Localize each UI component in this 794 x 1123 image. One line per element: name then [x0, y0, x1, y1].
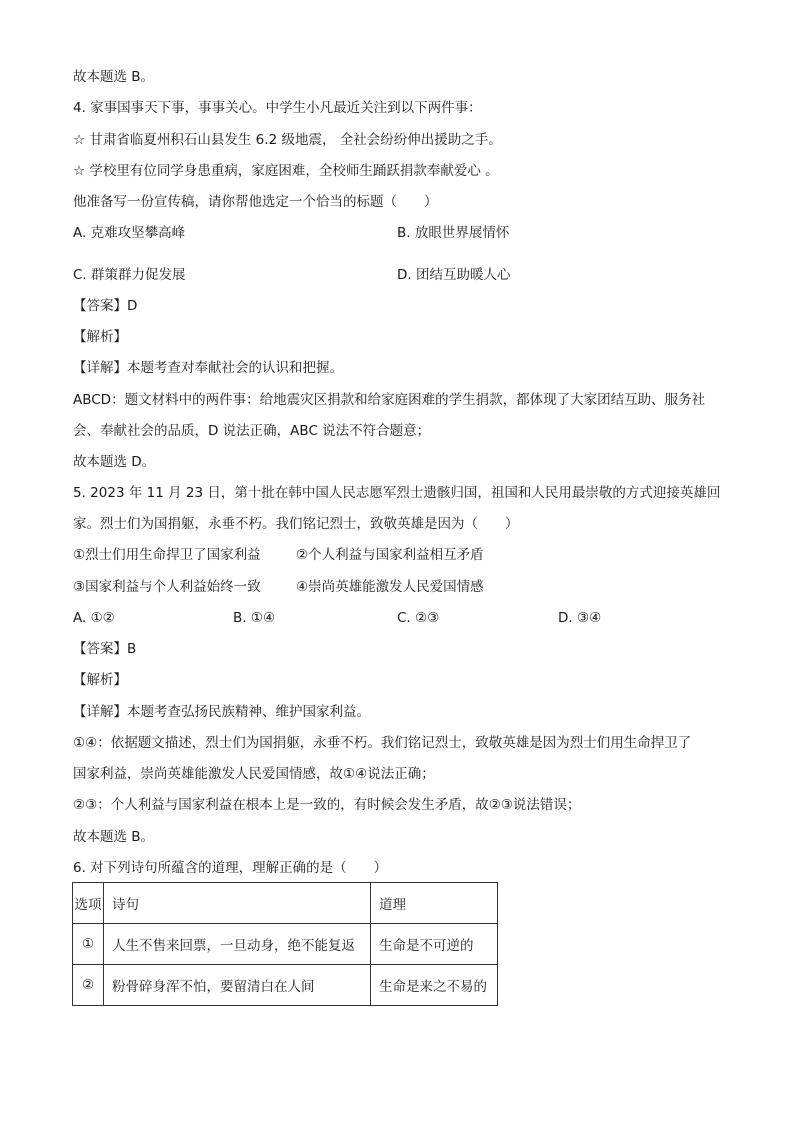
q5-tail: 故本题选 B。 — [73, 829, 155, 845]
q5-detail: 【详解】本题考查弘扬民族精神、维护国家利益。 — [73, 704, 370, 720]
q5-explanation-2: 国家利益，崇尚英雄能激发人民爱国情感，故①④说法正确； — [73, 766, 435, 782]
q5-analysis: 【解析】 — [73, 672, 127, 688]
q5-answer: 【答案】B — [73, 641, 137, 657]
row-poem: 人生不售来回票，一旦动身，绝不能复返 — [104, 924, 371, 965]
q5-option-a: A. ①② — [73, 610, 115, 626]
q5-statement-1: ①烈士们用生命捍卫了国家利益 — [73, 547, 261, 563]
q5-statement-3: ③国家利益与个人利益始终一致 — [73, 579, 261, 595]
q4-item-1: ☆ 甘肃省临夏州积石山县发生 6.2 级地震， 全社会纷纷伸出援助之手。 — [73, 132, 502, 148]
table-row — [73, 965, 498, 1006]
q5-option-b: B. ①④ — [233, 610, 276, 626]
table-row — [73, 924, 498, 965]
table-header-row — [73, 883, 498, 924]
q4-explanation-2: 会、奉献社会的品质，D 说法正确，ABC 说法不符合题意； — [73, 423, 431, 439]
q4-option-d: D. 团结互助暖人心 — [397, 267, 511, 283]
row-principle: 生命是来之不易的 — [371, 965, 498, 1006]
header-poem: 诗句 — [104, 883, 371, 924]
q5-explanation-3: ②③：个人利益与国家利益在根本上是一致的，有时候会发生矛盾，故②③说法错误； — [73, 797, 581, 813]
row-option: ① — [73, 924, 104, 965]
q4-answer: 【答案】D — [73, 298, 138, 314]
q3-tail: 故本题选 B。 — [73, 69, 155, 85]
q5-stem-1: 5. 2023 年 11 月 23 日，第十批在韩中国人民志愿军烈士遗骸归国，祖国和人民用最崇敬的方式迎接英雄回 — [73, 485, 721, 501]
q4-detail: 【详解】本题考查对奉献社会的认识和把握。 — [73, 360, 343, 376]
q5-stem-2: 家。烈士们为国捐躯，永垂不朽。我们铭记烈士，致敬英雄是因为（ ） — [73, 516, 519, 532]
q5-explanation-1: ①④：依据题文描述，烈士们为国捐躯，永垂不朽。我们铭记烈士，致敬英雄是因为烈士们用生命捍卫了 — [73, 735, 692, 751]
q4-stem: 4. 家事国事天下事，事事关心。中学生小凡最近关注到以下两件事： — [73, 100, 482, 116]
q4-explanation-1: ABCD：题文材料中的两件事：给地震灾区捐款和给家庭困难的学生捐款，都体现了大家团结互助、服务社 — [73, 392, 706, 408]
q6-table — [72, 882, 498, 1006]
q5-option-c: C. ②③ — [397, 610, 440, 626]
q4-option-b: B. 放眼世界展情怀 — [397, 225, 510, 241]
row-option: ② — [73, 965, 104, 1006]
header-principle: 道理 — [371, 883, 498, 924]
q5-statement-4: ④崇尚英雄能激发人民爱国情感 — [296, 579, 484, 595]
q4-prompt: 他准备写一份宣传稿，请你帮他选定一个恰当的标题（ ） — [73, 194, 438, 210]
q4-analysis: 【解析】 — [73, 329, 127, 345]
q6-stem: 6. 对下列诗句所蕴含的道理，理解正确的是（ ） — [73, 860, 388, 876]
row-poem: 粉骨碎身浑不怕，要留清白在人间 — [104, 965, 371, 1006]
q4-option-a: A. 克难攻坚攀高峰 — [73, 225, 186, 241]
q4-item-2: ☆ 学校里有位同学身患重病，家庭困难，全校师生踊跃捐款奉献爱心 。 — [73, 163, 499, 179]
row-principle: 生命是不可逆的 — [371, 924, 498, 965]
q5-option-d: D. ③④ — [558, 610, 602, 626]
q4-option-c: C. 群策群力促发展 — [73, 267, 186, 283]
q5-statement-2: ②个人利益与国家利益相互矛盾 — [296, 547, 484, 563]
header-option: 选项 — [73, 883, 104, 924]
q4-tail: 故本题选 D。 — [73, 454, 156, 470]
